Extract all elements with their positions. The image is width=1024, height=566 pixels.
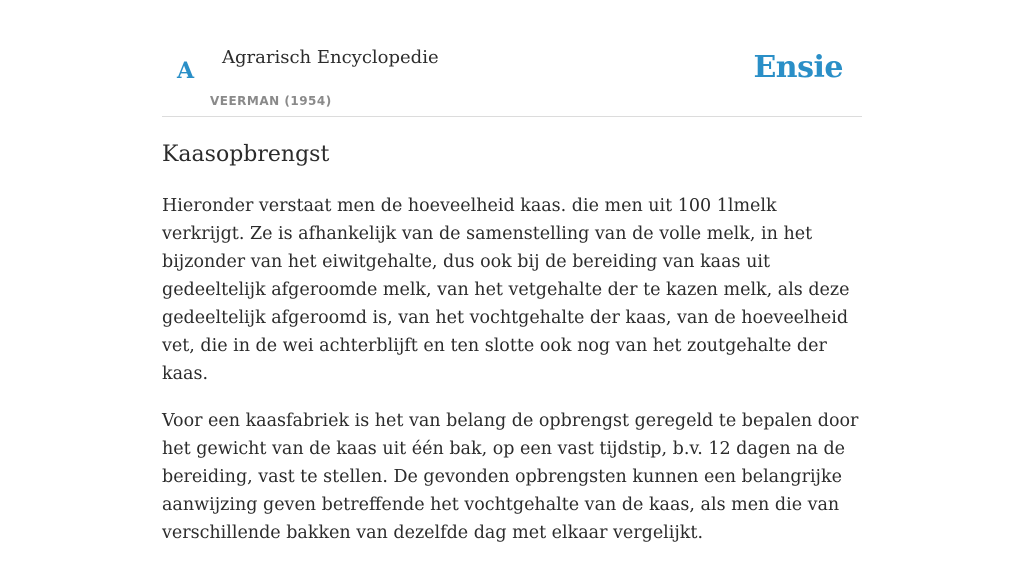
article-title: Kaasopbrengst [162,142,330,167]
article-paragraph: Hieronder verstaat men de hoeveelheid kaas. die men uit 100 1lmelk verkrijgt. Ze is afhankelijk van de samenstelling van de volle melk, in het bijzonder van het eiwitgehalte, dus ook bij de bereiding van kaas uit gedeeltelijk afgeroomde melk, van het vetgehalte der te kazen melk, als deze gedeeltelijk afgeroomd is, van het vochtgehalte der kaas, van de hoeveelheid vet, die in de wei achterblijft en ten slotte ook nog van het zoutgehalte der kaas. [162,196,850,384]
article-paragraph: Voor een kaasfabriek is het van belang de opbrengst geregeld te bepalen door het gewicht van de kaas uit één bak, op een vast tijdstip, b.v. 12 dagen na de bereiding, vast te stellen. De gevonden opbrengsten kunnen een belangrijke aanwijzing geven betreffende het vochtgehalte van de kaas, als men die van verschillende bakken van dezelfde dag met elkaar vergelijkt. [162,411,859,543]
book-title-link[interactable]: Agrarisch Encyclopedie [222,47,439,68]
page [162,0,862,543]
letter-index-link[interactable]: A [177,58,195,84]
book-subtitle: VEERMAN (1954) [210,94,332,108]
article-body [162,192,862,566]
header [162,0,862,117]
brand-logo[interactable]: Ensie [753,50,843,85]
